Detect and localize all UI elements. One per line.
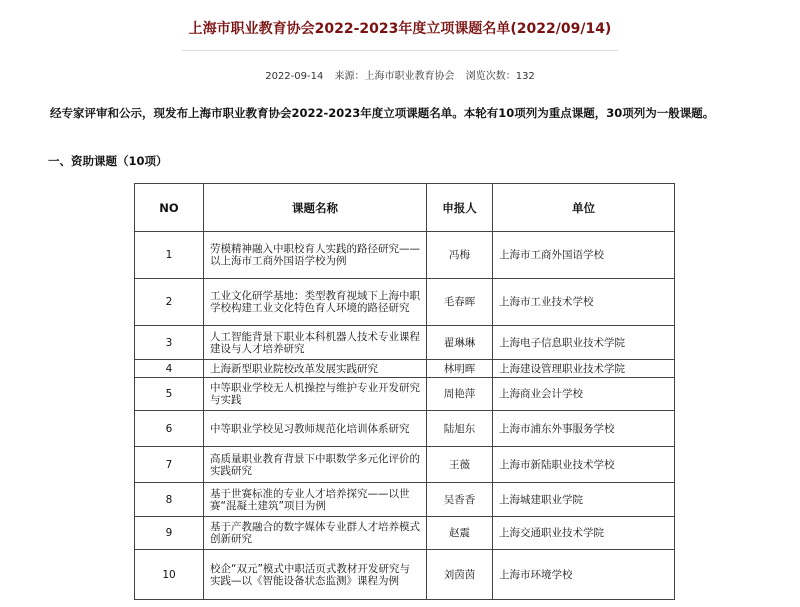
row-unit: 上海建设管理职业技术学院 — [493, 360, 675, 378]
table-row — [135, 279, 675, 326]
table-header-row — [135, 184, 675, 232]
row-applicant: 林明晖 — [427, 360, 493, 378]
table-row — [135, 517, 675, 550]
row-unit: 上海交通职业技术学院 — [493, 517, 675, 550]
table-row — [135, 447, 675, 483]
row-title: 上海新型职业院校改革发展实践研究 — [204, 360, 427, 378]
row-title: 基于世赛标准的专业人才培养探究——以世赛“混凝土建筑”项目为例 — [204, 483, 427, 517]
table-row — [135, 378, 675, 411]
table-row — [135, 360, 675, 378]
row-applicant: 陆旭东 — [427, 411, 493, 447]
row-title: 高质量职业教育背景下中职数学多元化评价的实践研究 — [204, 447, 427, 483]
row-no: 10 — [135, 550, 204, 600]
header-applicant: 申报人 — [427, 184, 493, 232]
article-meta — [0, 67, 800, 82]
article-source: 来源：上海市职业教育协会 — [334, 71, 455, 82]
row-applicant: 吴香香 — [427, 483, 493, 517]
row-applicant: 王薇 — [427, 447, 493, 483]
row-title: 工业文化研学基地：类型教育视域下上海中职学校构建工业文化特色育人环境的路径研究 — [204, 279, 427, 326]
row-no: 9 — [135, 517, 204, 550]
row-applicant: 冯梅 — [427, 232, 493, 279]
header-no: NO — [135, 184, 204, 232]
row-title: 劳模精神融入中职校育人实践的路径研究——以上海市工商外国语学校为例 — [204, 232, 427, 279]
header-title: 课题名称 — [204, 184, 427, 232]
table-row — [135, 411, 675, 447]
row-applicant: 赵震 — [427, 517, 493, 550]
row-no: 3 — [135, 326, 204, 360]
table-row — [135, 326, 675, 360]
row-title: 中等职业学校见习教师规范化培训体系研究 — [204, 411, 427, 447]
table-row — [135, 550, 675, 600]
row-title: 人工智能背景下职业本科机器人技术专业课程建设与人才培养研究 — [204, 326, 427, 360]
row-unit: 上海城建职业学院 — [493, 483, 675, 517]
row-no: 1 — [135, 232, 204, 279]
publish-date: 2022-09-14 — [265, 71, 324, 82]
row-title: 中等职业学校无人机操控与维护专业开发研究与实践 — [204, 378, 427, 411]
row-unit: 上海市浦东外事服务学校 — [493, 411, 675, 447]
row-applicant: 翟琳琳 — [427, 326, 493, 360]
row-unit: 上海市工商外国语学校 — [493, 232, 675, 279]
row-applicant: 刘茵茵 — [427, 550, 493, 600]
table-row — [135, 232, 675, 279]
row-no: 7 — [135, 447, 204, 483]
row-no: 4 — [135, 360, 204, 378]
project-table — [134, 183, 675, 600]
header-unit: 单位 — [493, 184, 675, 232]
row-unit: 上海市新陆职业技术学校 — [493, 447, 675, 483]
row-title: 基于产教融合的数字媒体专业群人才培养模式创新研究 — [204, 517, 427, 550]
view-count: 浏览次数：132 — [465, 71, 535, 82]
row-no: 5 — [135, 378, 204, 411]
row-unit: 上海市环境学校 — [493, 550, 675, 600]
row-unit: 上海电子信息职业技术学院 — [493, 326, 675, 360]
intro-paragraph: 经专家评审和公示，现发布上海市职业教育协会2022-2023年度立项课题名单。本轮有10项列为重点课题，30项列为一般课题。 — [50, 106, 715, 120]
section-heading: 一、资助课题（10项） — [48, 154, 168, 168]
title-divider — [182, 50, 618, 51]
row-no: 2 — [135, 279, 204, 326]
row-title: 校企“双元”模式中职活页式教材开发研究与实践—以《智能设备状态监测》课程为例 — [204, 550, 427, 600]
row-no: 8 — [135, 483, 204, 517]
row-unit: 上海商业会计学校 — [493, 378, 675, 411]
table-row — [135, 483, 675, 517]
article-title: 上海市职业教育协会2022-2023年度立项课题名单(2022/09/14) — [188, 21, 612, 37]
row-no: 6 — [135, 411, 204, 447]
row-applicant: 毛春晖 — [427, 279, 493, 326]
row-unit: 上海市工业技术学校 — [493, 279, 675, 326]
row-applicant: 周艳萍 — [427, 378, 493, 411]
